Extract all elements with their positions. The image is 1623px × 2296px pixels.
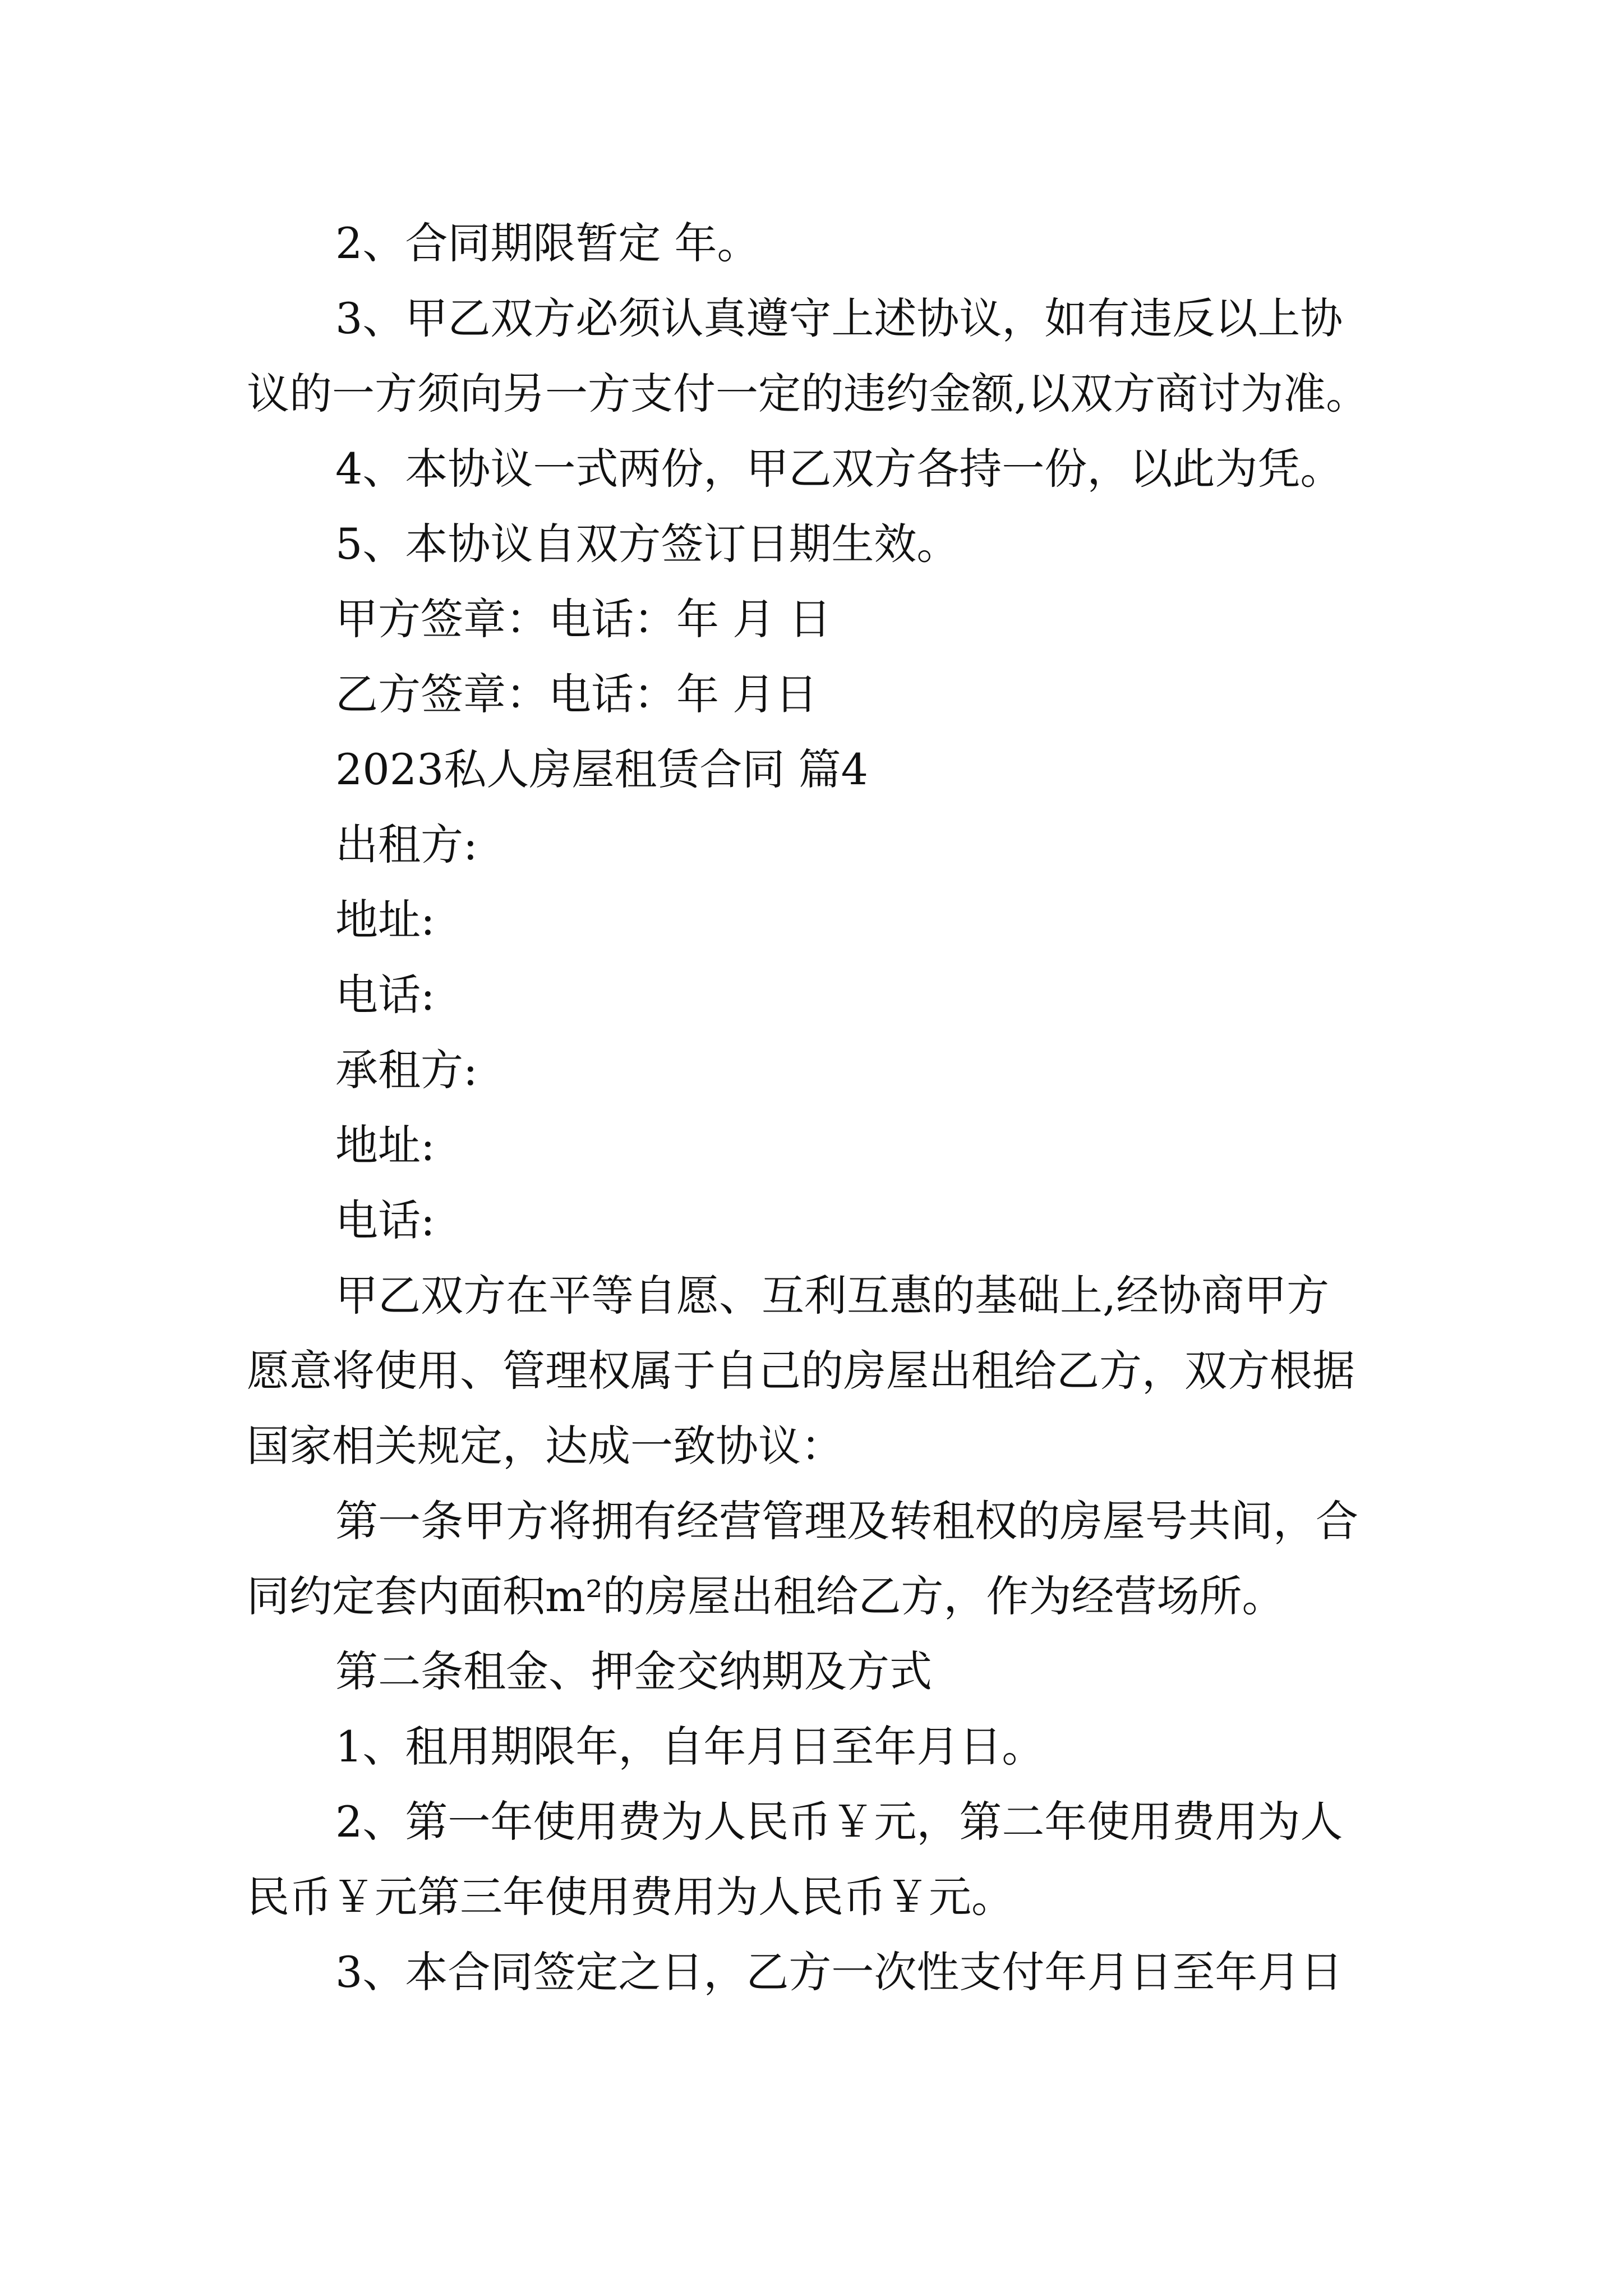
article-2-heading: 第二条租金、押金交纳期及方式 <box>335 1646 932 1696</box>
section-heading: 2023私人房屋租赁合同 篇4 <box>335 744 868 794</box>
article-2-item-2-line-2: 民币￥元第三年使用费用为人民币￥元。 <box>247 1872 1014 1922</box>
clause-5-effective: 5、本协议自双方签订日期生效。 <box>335 519 960 569</box>
clause-3-line-2: 议的一方须向另一方支付一定的违约金额,以双方商讨为准。 <box>247 369 1369 418</box>
article-2-item-1: 1、租用期限年，自年月日至年月日。 <box>335 1722 1045 1772</box>
lessor-phone-label: 电话: <box>335 970 435 1020</box>
lessor-address-label: 地址: <box>335 895 435 945</box>
clause-4-copies: 4、本协议一式两份，甲乙双方各持一份，以此为凭。 <box>335 444 1343 494</box>
preamble-line-2: 愿意将使用、管理权属于自己的房屋出租给乙方，双方根据 <box>247 1346 1355 1396</box>
party-b-signature: 乙方签章：电话：年 月日 <box>335 669 818 719</box>
article-2-item-2-line-1: 2、第一年使用费为人民币￥元，第二年使用费用为人 <box>335 1797 1343 1847</box>
clause-3-line-1: 3、甲乙双方必须认真遵守上述协议，如有违反以上协 <box>335 293 1343 343</box>
article-2-item-3: 3、本合同签定之日，乙方一次性支付年月日至年月日 <box>335 1947 1343 1997</box>
lessor-label: 出租方: <box>335 820 478 869</box>
lessee-phone-label: 电话: <box>335 1195 435 1245</box>
clause-2-term: 2、合同期限暂定 年。 <box>335 218 760 268</box>
preamble-line-3: 国家相关规定，达成一致协议： <box>247 1421 843 1471</box>
preamble-line-1: 甲乙双方在平等自愿、互利互惠的基础上,经协商甲方 <box>335 1271 1330 1320</box>
lessee-address-label: 地址: <box>335 1120 435 1170</box>
article-1-line-2: 同约定套内面积m²的房屋出租给乙方，作为经营场所。 <box>247 1571 1285 1621</box>
article-1-line-1: 第一条甲方将拥有经营管理及转租权的房屋号共间，合 <box>335 1496 1358 1546</box>
party-a-signature: 甲方签章：电话：年 月 日 <box>335 594 832 644</box>
lessee-label: 承租方: <box>335 1045 478 1095</box>
